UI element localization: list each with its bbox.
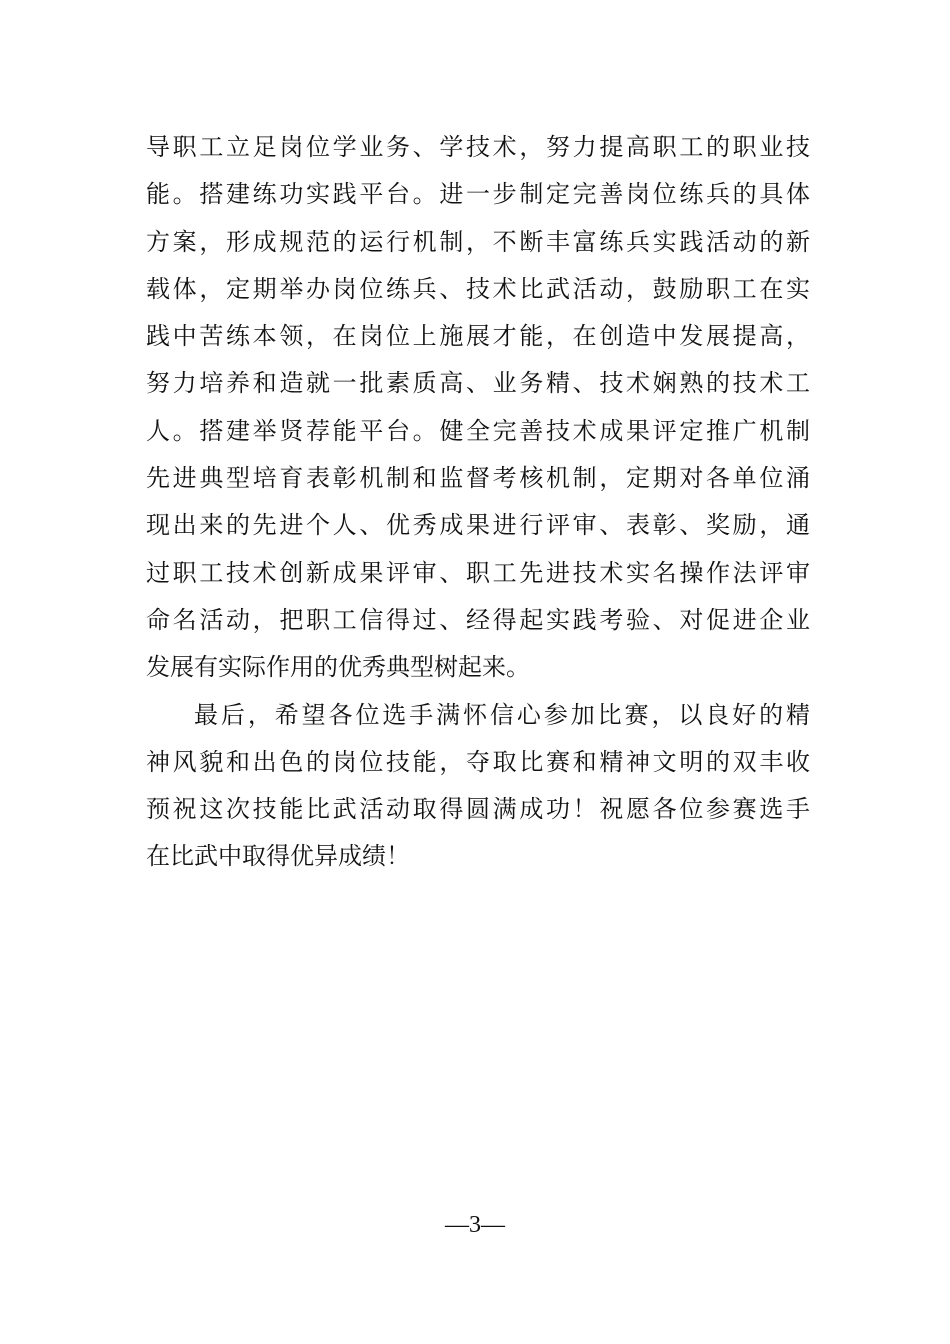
paragraph-1 — [146, 124, 810, 692]
paragraph-line: 人。搭建举贤荐能平台。健全完善技术成果评定推广机制 — [146, 416, 810, 445]
paragraph-line: 载体，定期举办岗位练兵、技术比武活动，鼓励职工在实 — [146, 274, 810, 303]
paragraph-line: 导职工立足岗位学业务、学技术，努力提高职工的职业技 — [146, 133, 810, 161]
paragraph-line: 命名活动，把职工信得过、经得起实践考验、对促进企业 — [146, 605, 810, 634]
paragraph-line: 现出来的先进个人、优秀成果进行评审、表彰、奖励，通 — [146, 511, 810, 540]
paragraph-line: 在比武中取得优异成绩！ — [146, 842, 410, 871]
paragraph-line: 能。搭建练功实践平台。进一步制定完善岗位练兵的具体 — [146, 180, 810, 209]
paragraph-line: 方案，形成规范的运行机制，不断丰富练兵实践活动的新 — [146, 227, 810, 256]
paragraph-line: 预祝这次技能比武活动取得圆满成功！祝愿各位参赛选手 — [146, 795, 810, 824]
paragraph-2 — [146, 692, 810, 881]
page-number: —3— — [445, 1212, 505, 1238]
paragraph-line: 最后，希望各位选手满怀信心参加比赛，以良好的精 — [194, 700, 810, 729]
paragraph-line: 先进典型培育表彰机制和监督考核机制，定期对各单位涌 — [146, 464, 810, 493]
paragraph-line: 努力培养和造就一批素质高、业务精、技术娴熟的技术工 — [146, 369, 810, 398]
paragraph-line: 过职工技术创新成果评审、职工先进技术实名操作法评审 — [146, 558, 810, 587]
paragraph-line: 践中苦练本领，在岗位上施展才能，在创造中发展提高， — [146, 322, 810, 351]
paragraph-line: 发展有实际作用的优秀典型树起来。 — [146, 653, 530, 682]
paragraph-line: 神风貌和出色的岗位技能，夺取比赛和精神文明的双丰收 — [146, 747, 810, 776]
body-text — [146, 124, 810, 881]
